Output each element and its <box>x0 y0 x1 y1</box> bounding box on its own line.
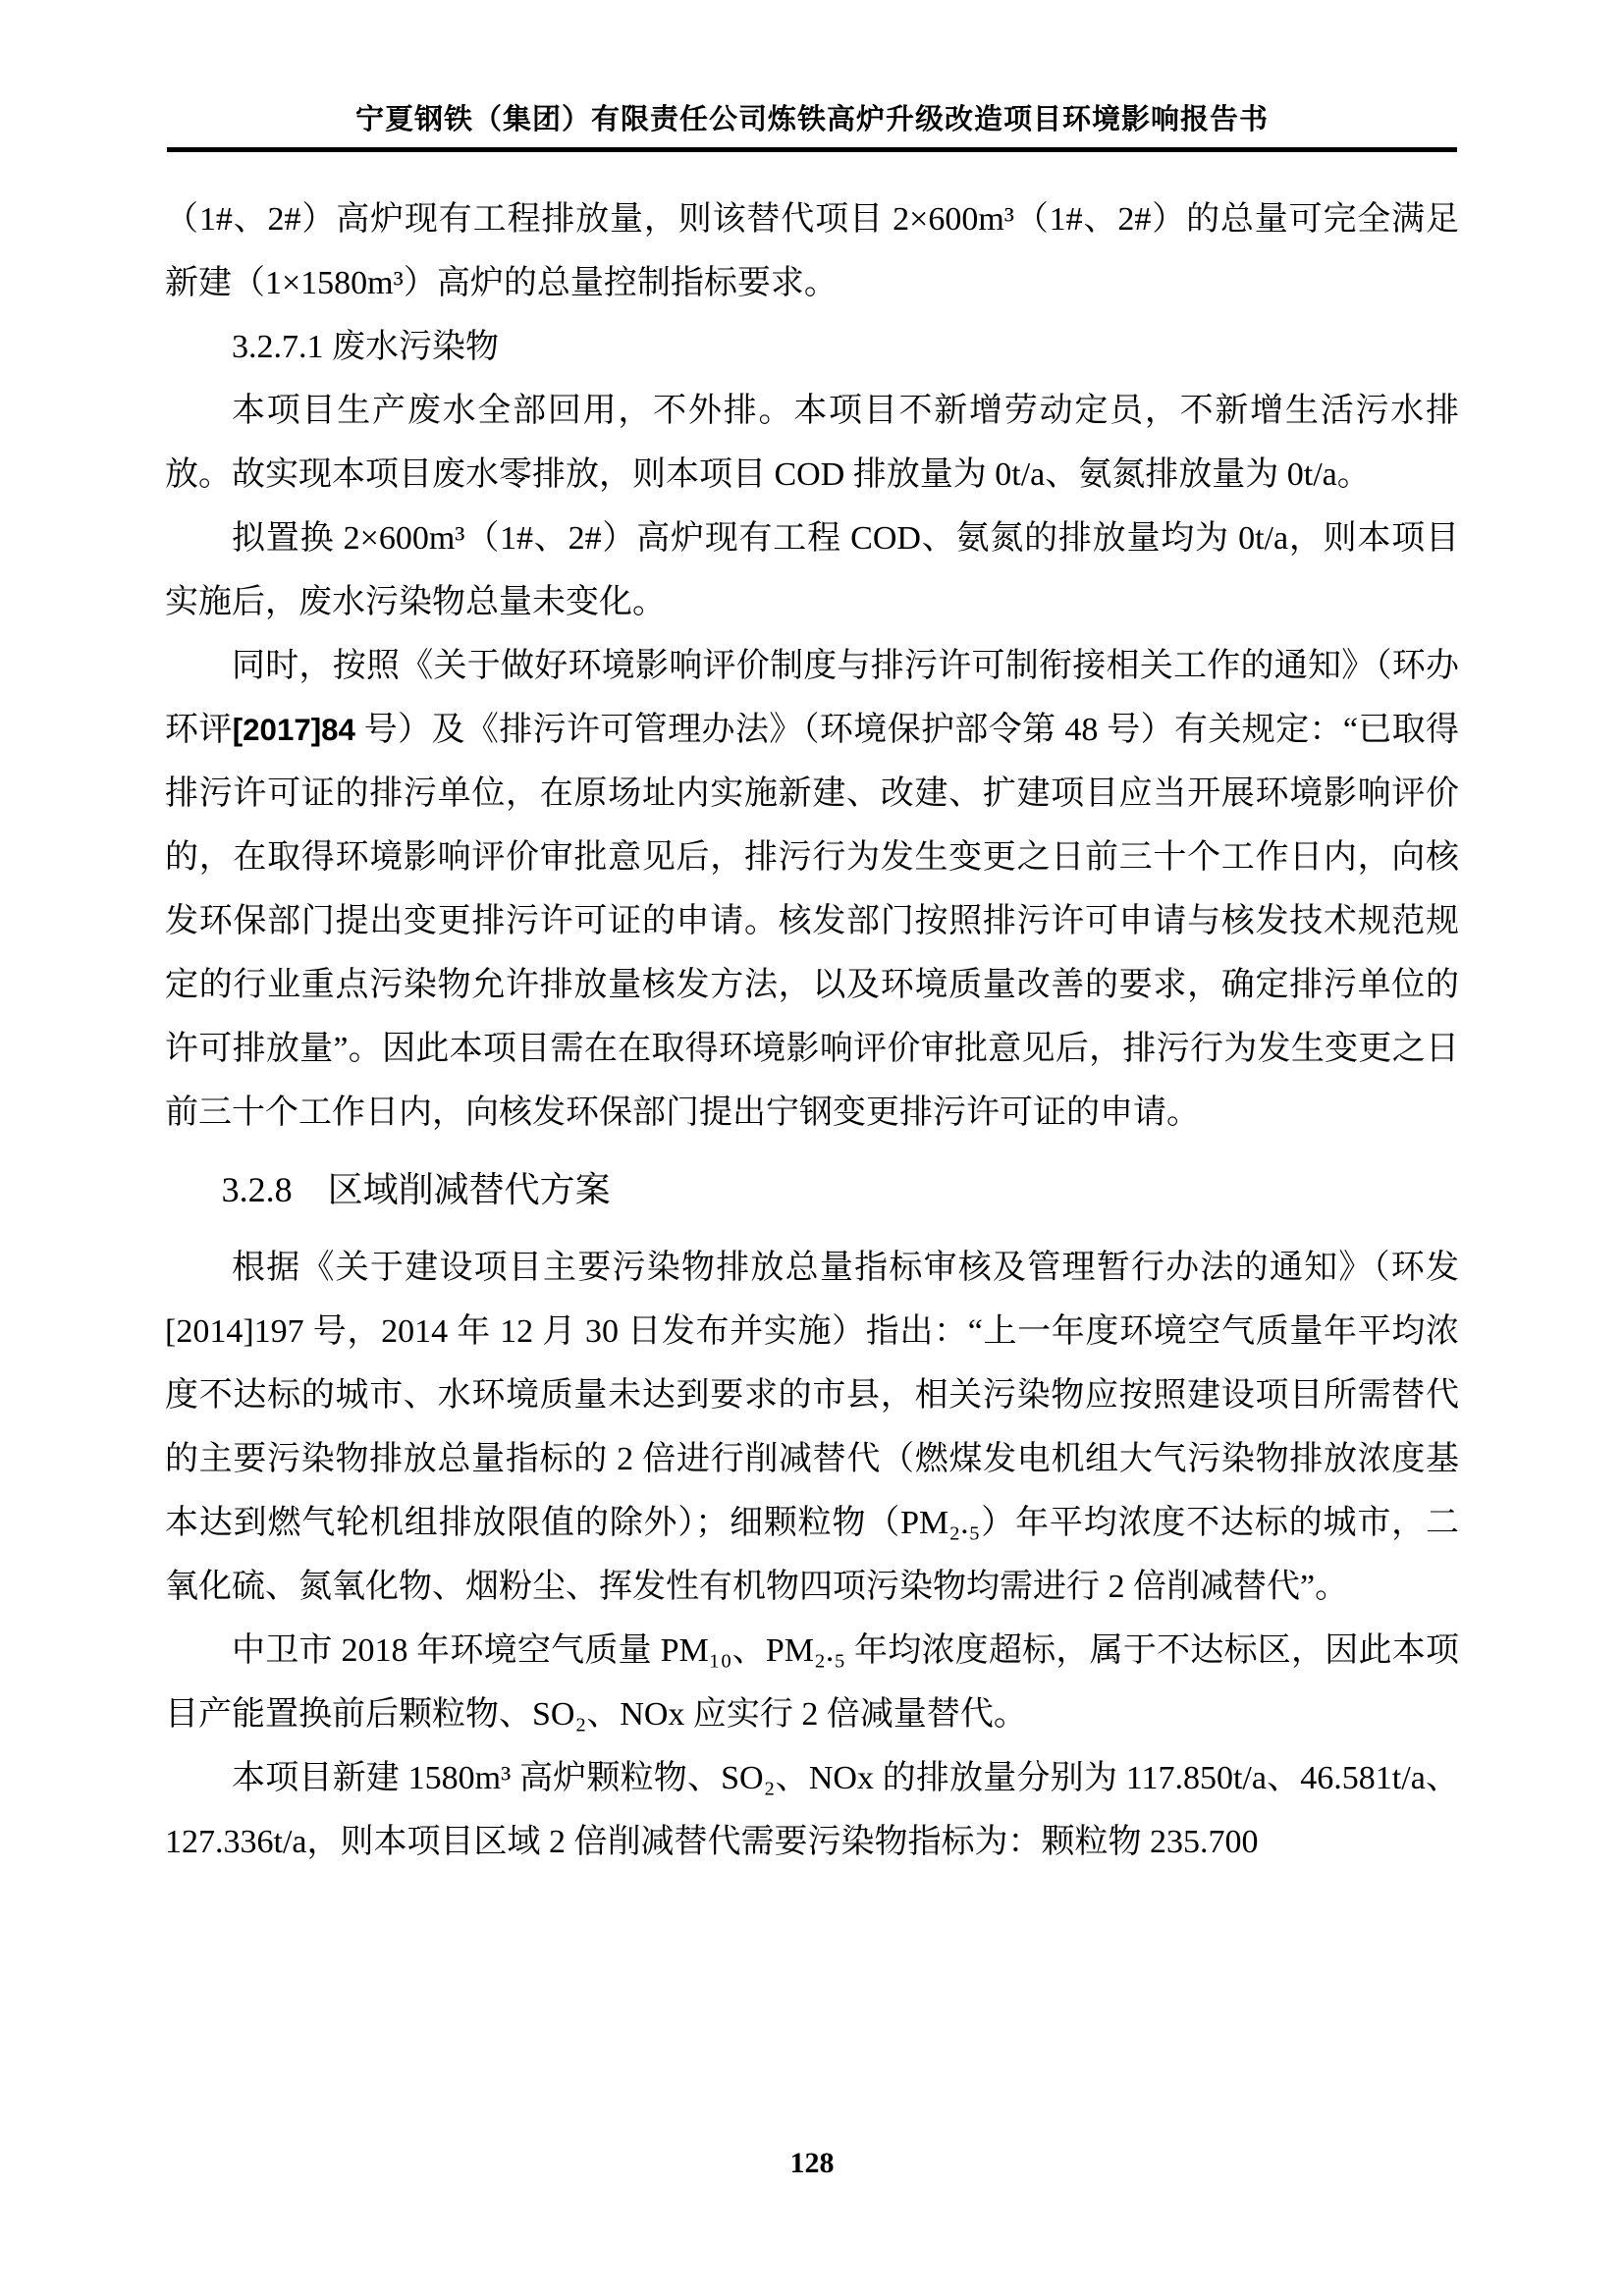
report-title: 宁夏钢铁（集团）有限责任公司炼铁高炉升级改造项目环境影响报告书 <box>354 104 1269 135</box>
page-number: 128 <box>789 2147 835 2179</box>
paragraph-zhongwei-air-quality: 中卫市 2018 年环境空气质量 PM₁₀、PM₂.₅ 年均浓度超标，属于不达标区，因此本项目产能置换前后颗粒物、SO₂、NOx 应实行 2 倍减量替代。 <box>165 1632 1459 1733</box>
permit-linkage-text-before: 同时，按照《关于做好环境影响评价制度与排污许可制衔接相关工作的通知》（环办环评 <box>165 648 1459 748</box>
page-footer <box>0 2147 1624 2180</box>
permit-linkage-text-after: 号）及《排污许可管理办法》（环境保护部令第 48 号）有关规定：“已取得排污许可证的排污单位，在原场址内实施新建、改建、扩建项目应当开展环境影响评价的，在取得环境影响评价审批意见后，排污行为发生变更之日前三十个工作日内，向核发环保部门提出变更排污许可证的申请。核发部门按照排污许可申请与核发技术规范规定的行业重点污染物允许排放量核发方法，以及环境质量改善的要求，确定排污单位的许可排放量”。因此本项目需在在取得环境影响评价审批意见后，排污行为发生变更之日前三十个工作日内，向核发环保部门提出宁钢变更排污许可证的申请。 <box>165 712 1460 1131</box>
section-heading-3-2-8: 3.2.8 区域削减替代方案 <box>221 1170 611 1209</box>
running-header <box>167 102 1457 152</box>
paragraph-regional-reduction-policy: 根据《关于建设项目主要污染物排放总量指标审核及管理暂行办法的通知》（环发[2014]197 号，2014 年 12 月 30 日发布并实施）指出：“上一年度环境空气质量年平均浓度不达标的城市、水环境质量未达到要求的市县，相关污染物应按照建设项目所需替代的主要污染物排放总量指标的 2 倍进行削减替代（燃煤发电机组大气污染物排放浓度基本达到燃气轮机组排放限值的除外）；细颗粒物（PM₂.₅）年平均浓度不达标的城市，二氧化硫、氮氧化物、烟粉尘、挥发性有机物四项污染物均需进行 2 倍削减替代”。 <box>165 1250 1459 1605</box>
paragraph-new-furnace-emissions: 本项目新建 1580m³ 高炉颗粒物、SO₂、NOx 的排放量分别为 117.850t/a、46.581t/a、127.336t/a，则本项目区域 2 倍削减替代需要污染物指标为：颗粒物 235.700 <box>165 1760 1459 1860</box>
document-body <box>165 187 1459 1874</box>
document-number-2017-84: [2017]84 <box>232 713 355 747</box>
paragraph-total-quota: （1#、2#）高炉现有工程排放量，则该替代项目 2×600m³（1#、2#）的总量可完全满足新建（1×1580m³）高炉的总量控制指标要求。 <box>165 201 1459 301</box>
header-divider <box>167 147 1457 152</box>
paragraph-permit-linkage <box>165 634 1459 1145</box>
section-heading-3-2-7-1: 3.2.7.1 废水污染物 <box>232 329 499 365</box>
paragraph-replacement-cod: 拟置换 2×600m³（1#、2#）高炉现有工程 COD、氨氮的排放量均为 0t/a，则本项目实施后，废水污染物总量未变化。 <box>165 520 1459 620</box>
paragraph-wastewater-reuse: 本项目生产废水全部回用，不外排。本项目不新增劳动定员，不新增生活污水排放。故实现本项目废水零排放，则本项目 COD 排放量为 0t/a、氨氮排放量为 0t/a。 <box>165 393 1459 493</box>
